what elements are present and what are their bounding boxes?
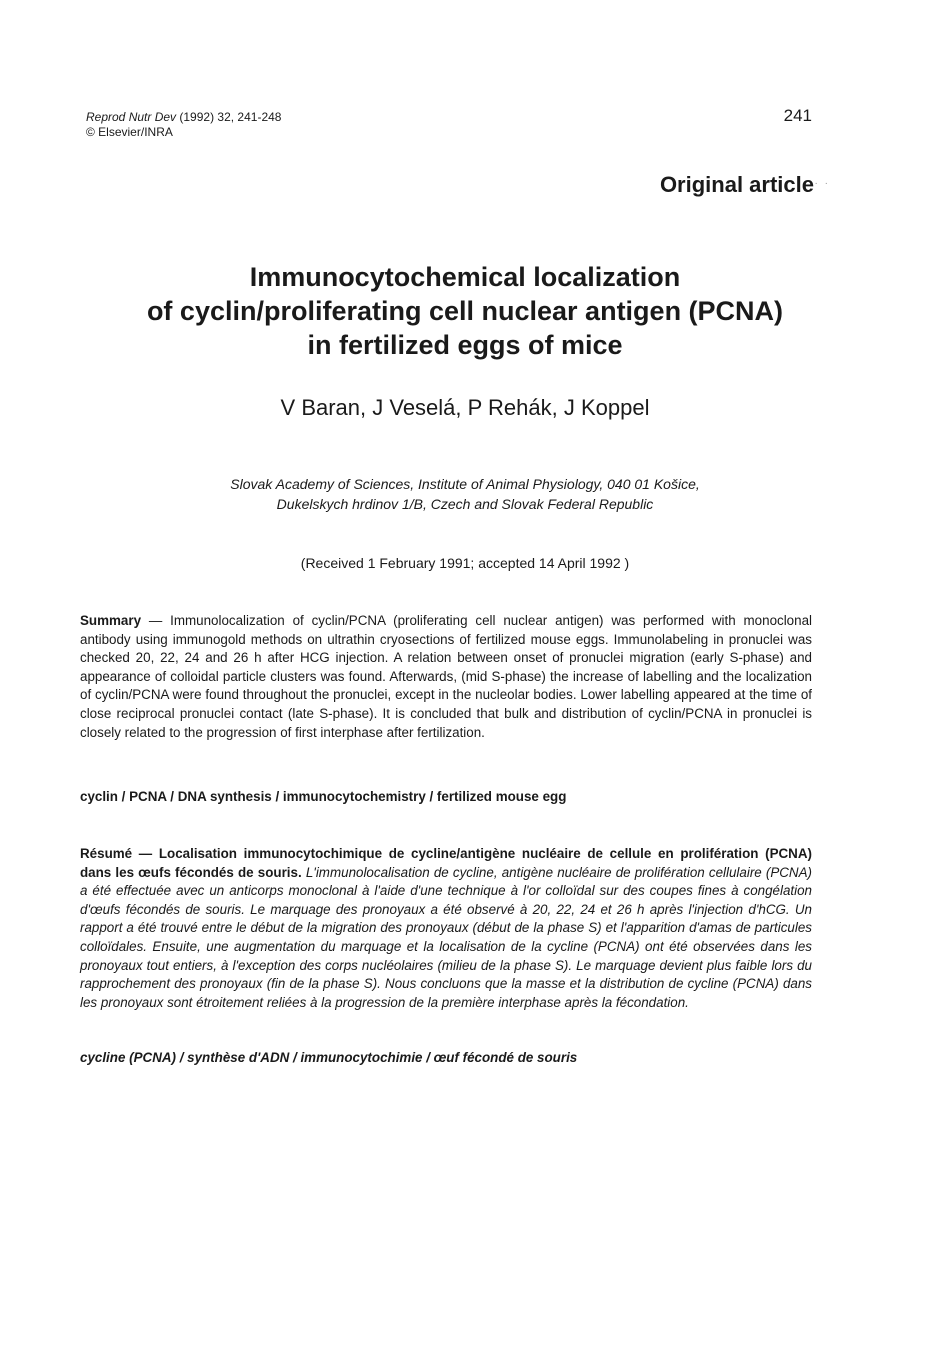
journal-name: Reprod Nutr Dev <box>86 110 177 124</box>
affiliation <box>60 474 870 514</box>
resume-dash: — <box>132 846 159 861</box>
resume-heading: Résumé <box>80 846 133 861</box>
journal-citation <box>86 110 281 140</box>
received-dates: (Received 1 February 1991; accepted 14 April 1992 ) <box>300 555 630 571</box>
paper-title <box>60 260 870 362</box>
resume-abstract <box>80 845 812 1012</box>
journal-line <box>86 110 281 125</box>
title-line: of cyclin/proliferating cell nuclear antigen (PCNA) <box>146 296 784 326</box>
affiliation-line: Slovak Academy of Sciences, Institute of Animal Physiology, 040 01 Košice, <box>230 476 700 492</box>
summary-text: Immunolocalization of cyclin/PCNA (proliferating cell nuclear antigen) was performed with monoclonal antibody using immunogold methods on ultrathin cryosections of fertilized mouse eggs. Immunolabeling in pronuclei was checked 20, 22, 24 and 26 h after HCG injection. A relation between onset of pronuclei migration (early S-phase) and appearance of colloidal particle clusters was found. Afterwards, (mid S-phase) the increase of labelling and the localization of cyclin/PCNA were found throughout the pronuclei, except in the nucleolar bodies. Lower labelling appeared at the time of close reciprocal pronuclei contact (late S-phase). It is concluded that bulk and distribution of cyclin/PCNA in pronuclei is closely related to the progression of first interphase after fertilization. <box>80 613 812 740</box>
journal-reference: (1992) 32, 241-248 <box>179 110 282 124</box>
author-list: V Baran, J Veselá, P Rehák, J Koppel <box>280 395 650 420</box>
mots-cles: cycline (PCNA) / synthèse d'ADN / immunocytochimie / œuf fécondé de souris <box>80 1050 578 1065</box>
scan-speckle: · · <box>814 178 830 189</box>
resume-title: Localisation immunocytochimique de cycline/antigène nucléaire de cellule en prolifération (PCNA) dans les œufs fécondés de souris. <box>80 846 812 880</box>
keywords: cyclin / PCNA / DNA synthesis / immunocytochemistry / fertilized mouse egg <box>80 789 567 804</box>
affiliation-line: Dukelskych hrdinov 1/B, Czech and Slovak Federal Republic <box>276 496 654 512</box>
article-type: Original article <box>659 172 814 197</box>
title-line: Immunocytochemical localization <box>249 262 681 292</box>
summary-heading: Summary <box>80 613 142 628</box>
summary-abstract <box>80 612 812 742</box>
resume-text: L'immunolocalisation de cycline, antigène nucléaire de prolifération cellulaire (PCNA) a été effectuée avec un anticorps monoclonal à l'aide d'une technique à l'or colloïdal sur des coupes fines à congélation d'œufs fécondés de souris. Le marquage des pronoyaux a été observé à 20, 22, 24 et 26 h après l'injection d'hCG. Un rapport a été trouvé entre le début de la migration des pronoyaux (début de la phase S) et l'apparition d'amas de particules colloïdales. Ensuite, une augmentation du marquage et la localisation de la cycline (PCNA) ont été observées dans les pronoyaux tout entiers, à l'exception des corps nucléolaires (milieu de la phase S). Le marquage devient plus faible lors du rapprochement des pronoyaux (fin de la phase S). Nous concluons que la masse et la distribution de cycline (PCNA) dans les pronoyaux sont étroitement reliées à la progression de la première interphase après la fécondation. <box>80 864 812 1010</box>
summary-dash: — <box>141 613 171 628</box>
publisher: © Elsevier/INRA <box>86 125 173 139</box>
page-number: 241 <box>783 106 812 125</box>
title-line: in fertilized eggs of mice <box>307 330 623 360</box>
